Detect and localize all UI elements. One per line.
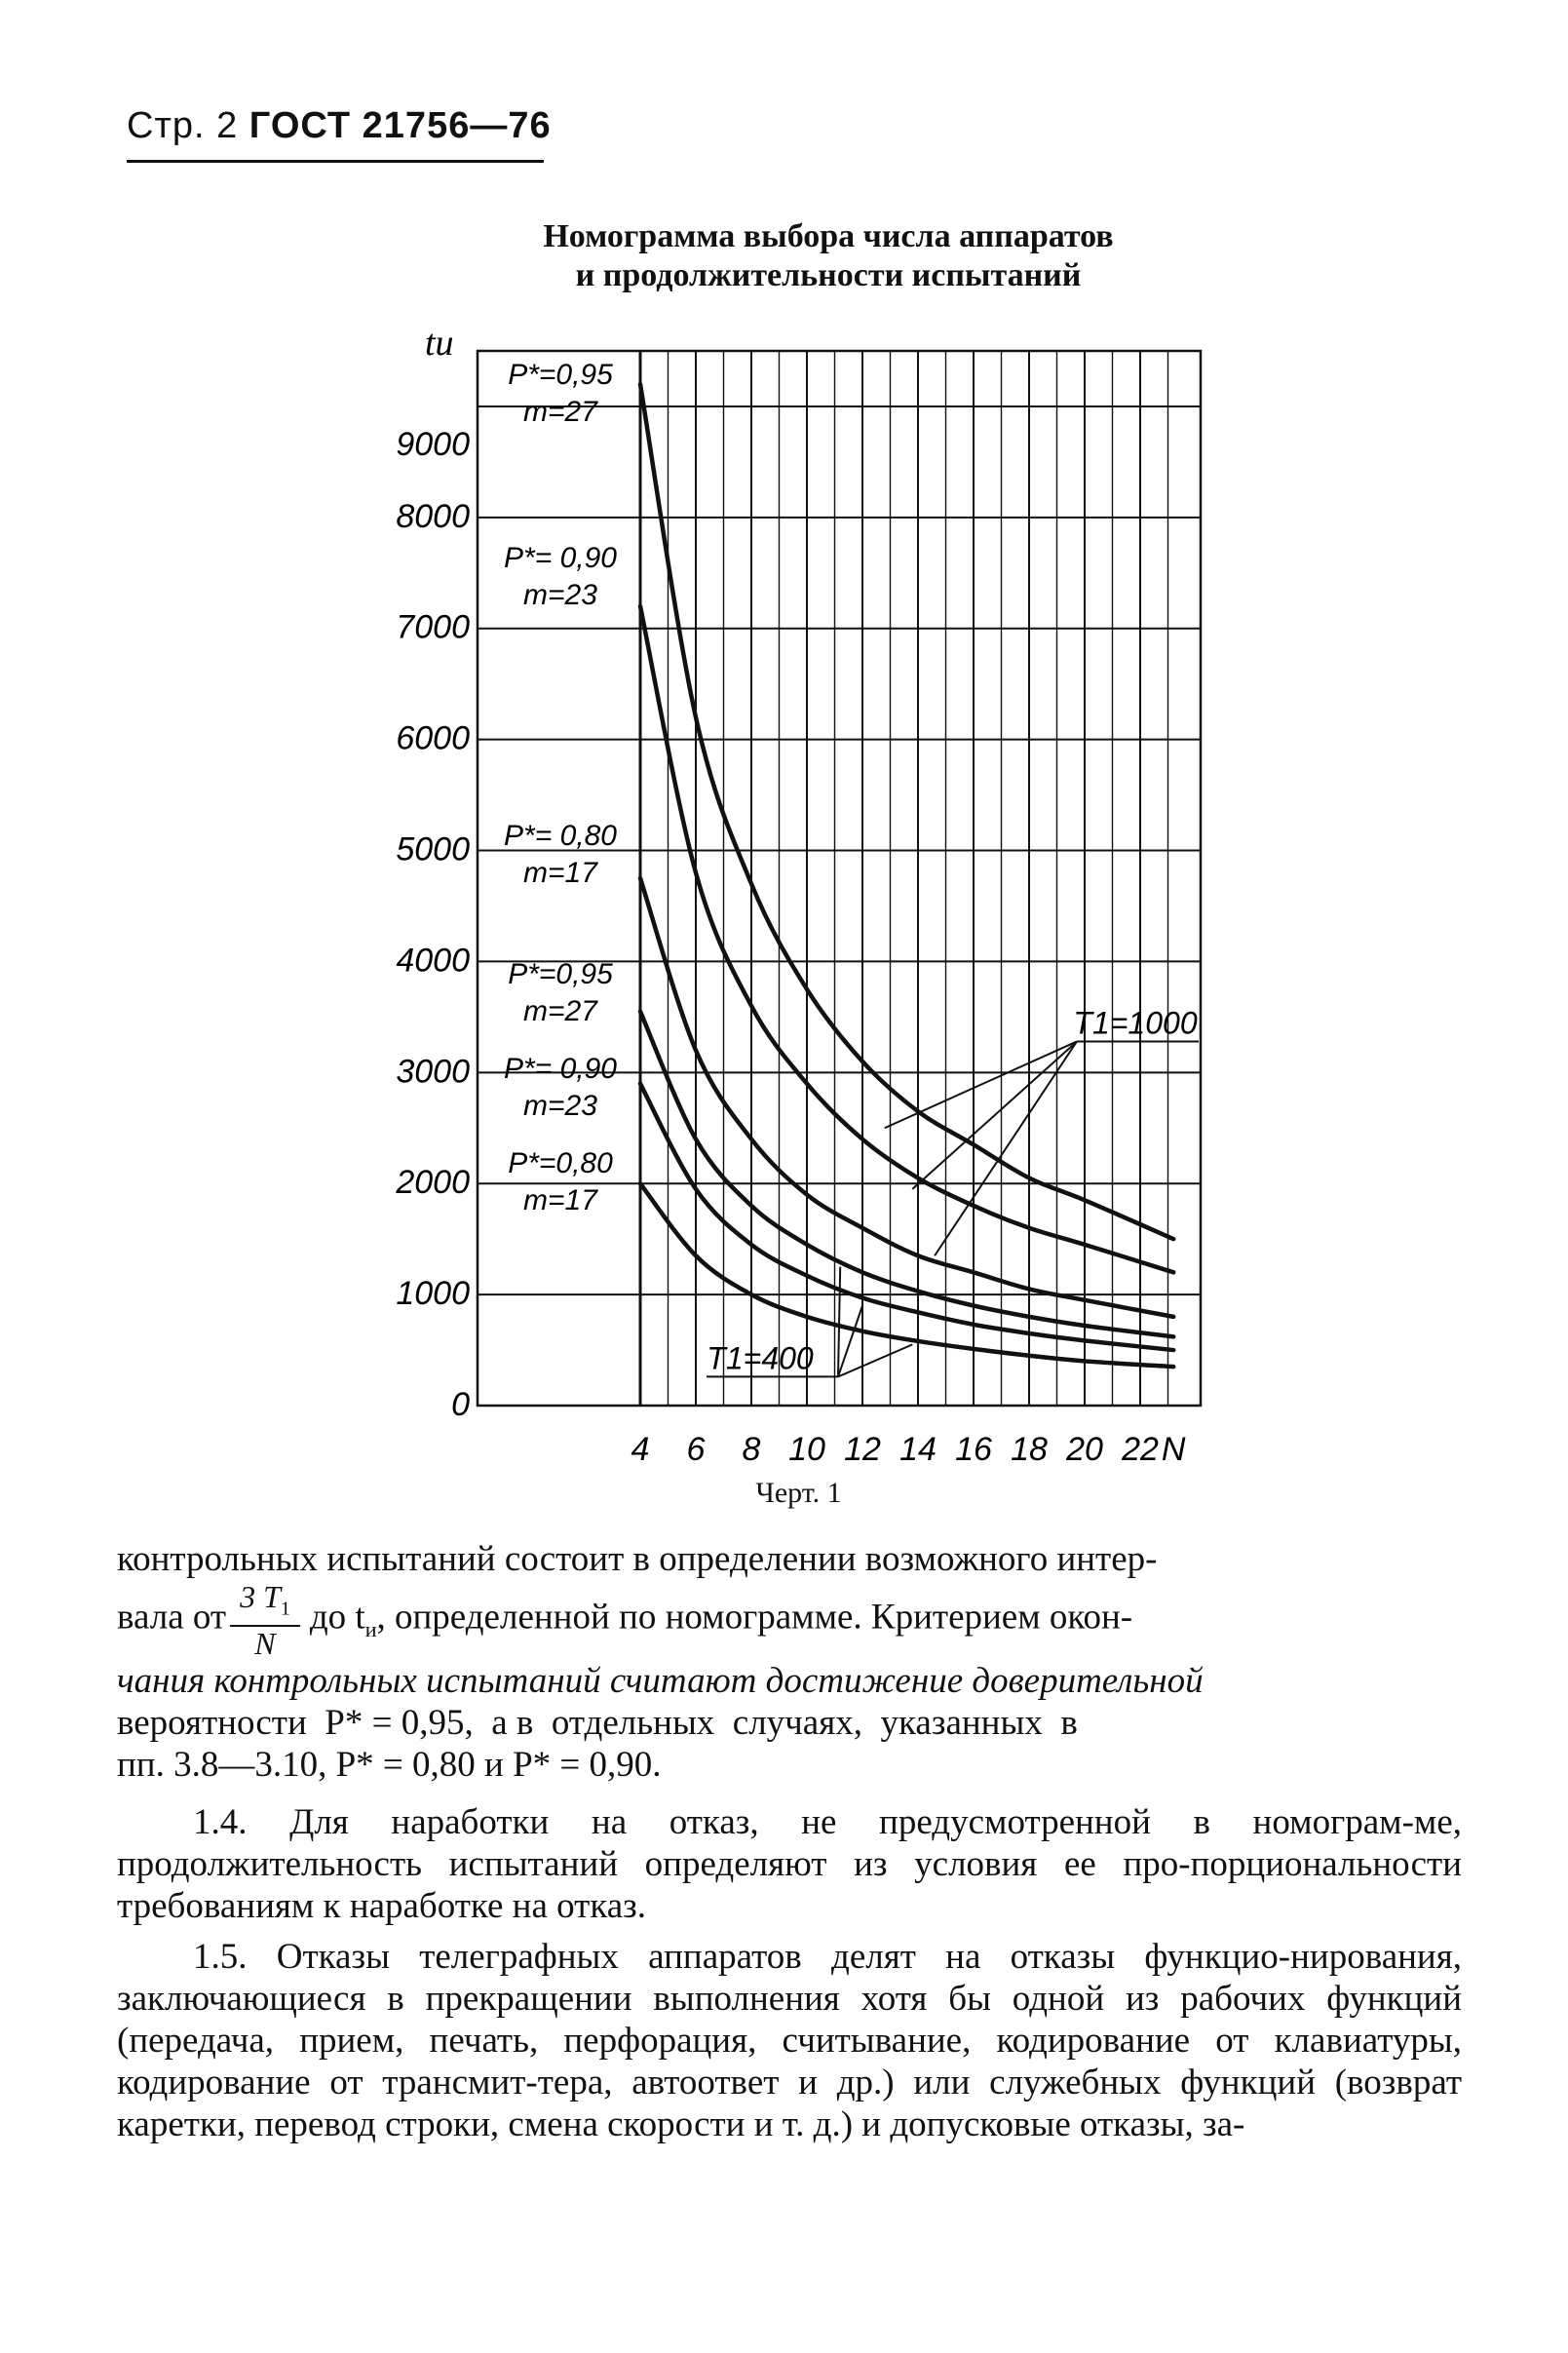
y-axis-label: tи bbox=[425, 323, 454, 364]
x-axis-label: N bbox=[1161, 1431, 1186, 1468]
x-tick-label: 10 bbox=[788, 1431, 825, 1468]
legend-m-label: m=17 bbox=[523, 856, 597, 889]
legend-p-label: P*= 0,90 bbox=[504, 1053, 617, 1086]
figure-title-line1: Номограмма выбора числа аппаратов bbox=[543, 218, 1114, 254]
body-paragraph-3 bbox=[117, 1936, 1462, 2145]
leader-line bbox=[838, 1267, 840, 1377]
y-tick-label: 7000 bbox=[396, 608, 470, 646]
figure-title-line2: и продолжительности испытаний bbox=[575, 257, 1082, 293]
fraction-num-text: 3 T bbox=[240, 1579, 281, 1614]
fraction bbox=[230, 1580, 300, 1660]
p1-text-c: до t bbox=[309, 1597, 365, 1638]
gost-number: ГОСТ 21756—76 bbox=[249, 105, 552, 146]
p1-text-d: , определенной по номограмме. Критерием окон- bbox=[376, 1597, 1133, 1638]
p1-line-f: вероятности P* = 0,95, а в отдельных случаях, указанных в bbox=[117, 1703, 1078, 1744]
x-tick-label: 6 bbox=[686, 1431, 706, 1468]
figure-caption: Черт. 1 bbox=[755, 1477, 842, 1509]
leader-line bbox=[838, 1305, 862, 1376]
series-curve bbox=[640, 1084, 1173, 1350]
x-tick-label: 18 bbox=[1011, 1431, 1048, 1468]
leader-line bbox=[838, 1344, 912, 1376]
x-tick-label: 12 bbox=[844, 1431, 881, 1468]
y-tick-label: 9000 bbox=[396, 425, 470, 463]
series-curve bbox=[640, 384, 1173, 1239]
legend-p-label: P*=0,95 bbox=[508, 958, 613, 991]
body-paragraph-1 bbox=[117, 1538, 1462, 1786]
fraction-num-sub: 1 bbox=[280, 1598, 290, 1620]
x-tick-label: 16 bbox=[955, 1431, 992, 1468]
y-tick-label: 4000 bbox=[396, 942, 470, 980]
x-tick-label: 8 bbox=[742, 1431, 761, 1468]
legend-m-label: m=17 bbox=[523, 1183, 597, 1216]
p1-line-g: пп. 3.8—3.10, P* = 0,80 и P* = 0,90. bbox=[117, 1745, 662, 1786]
x-tick-label: 14 bbox=[899, 1431, 937, 1468]
group-label-t1-400: T1=400 bbox=[707, 1340, 814, 1376]
header-rule bbox=[127, 160, 544, 163]
x-tick-label: 4 bbox=[631, 1431, 650, 1468]
legend-m-label: m=27 bbox=[523, 995, 597, 1028]
series-curve bbox=[640, 1183, 1173, 1367]
paragraph-1-5: 1.5. Отказы телеграфных аппаратов делят на отказы функцио-нирования, заключающиеся в прекращении выполнения хотя бы одной из рабочих функций (передача, прием, печать, перфорация, считывание, кодирование от клавиатуры, кодирование от трансмит-тера, автоответ и др.) или служебных функций (возврат каретки, перевод строки, смена скорости и т. д.) и допусковые отказы, за- bbox=[117, 1937, 1462, 2144]
y-tick-label: 6000 bbox=[396, 719, 470, 757]
p1-text-c-sub: и bbox=[364, 1617, 377, 1642]
body-paragraph-2 bbox=[117, 1801, 1462, 1927]
x-tick-label: 20 bbox=[1066, 1431, 1103, 1468]
fraction-numerator bbox=[230, 1580, 300, 1627]
p1-line-a: контрольных испытаний состоит в определении возможного интер- bbox=[117, 1539, 1158, 1579]
y-tick-label: 0 bbox=[451, 1386, 470, 1423]
p1-line-e: чания контрольных испытаний считают достижение доверительной bbox=[117, 1661, 1204, 1702]
fraction-denominator: N bbox=[254, 1626, 276, 1662]
legend-m-label: m=23 bbox=[523, 579, 597, 612]
paragraph-1-4: 1.4. Для наработки на отказ, не предусмотренной в номограм-ме, продолжительность испытаний определяют из условия ее про-порциональности требованиям к наработке на отказ. bbox=[117, 1802, 1462, 1926]
x-tick-label: 22 bbox=[1122, 1431, 1159, 1468]
page-header bbox=[127, 105, 552, 147]
legend-p-label: P*= 0,80 bbox=[504, 819, 617, 852]
y-tick-label: 2000 bbox=[396, 1164, 470, 1202]
y-tick-label: 8000 bbox=[396, 497, 470, 535]
legend-m-label: m=27 bbox=[523, 396, 597, 429]
legend-p-label: P*=0,80 bbox=[508, 1146, 613, 1179]
p1-line-b bbox=[117, 1580, 1462, 1660]
y-tick-label: 5000 bbox=[396, 830, 470, 868]
p1-text-b: вала от bbox=[117, 1597, 227, 1638]
page-number: Стр. 2 bbox=[127, 105, 239, 146]
legend-p-label: P*=0,95 bbox=[508, 359, 613, 392]
legend-p-label: P*= 0,90 bbox=[504, 542, 617, 575]
y-tick-label: 1000 bbox=[396, 1275, 470, 1313]
group-label-t1-1000: T1=1000 bbox=[1073, 1005, 1198, 1041]
legend-m-label: m=23 bbox=[523, 1090, 597, 1123]
nomogram-chart bbox=[361, 322, 1218, 1472]
y-tick-label: 3000 bbox=[396, 1053, 470, 1091]
series-curve bbox=[640, 1012, 1173, 1337]
